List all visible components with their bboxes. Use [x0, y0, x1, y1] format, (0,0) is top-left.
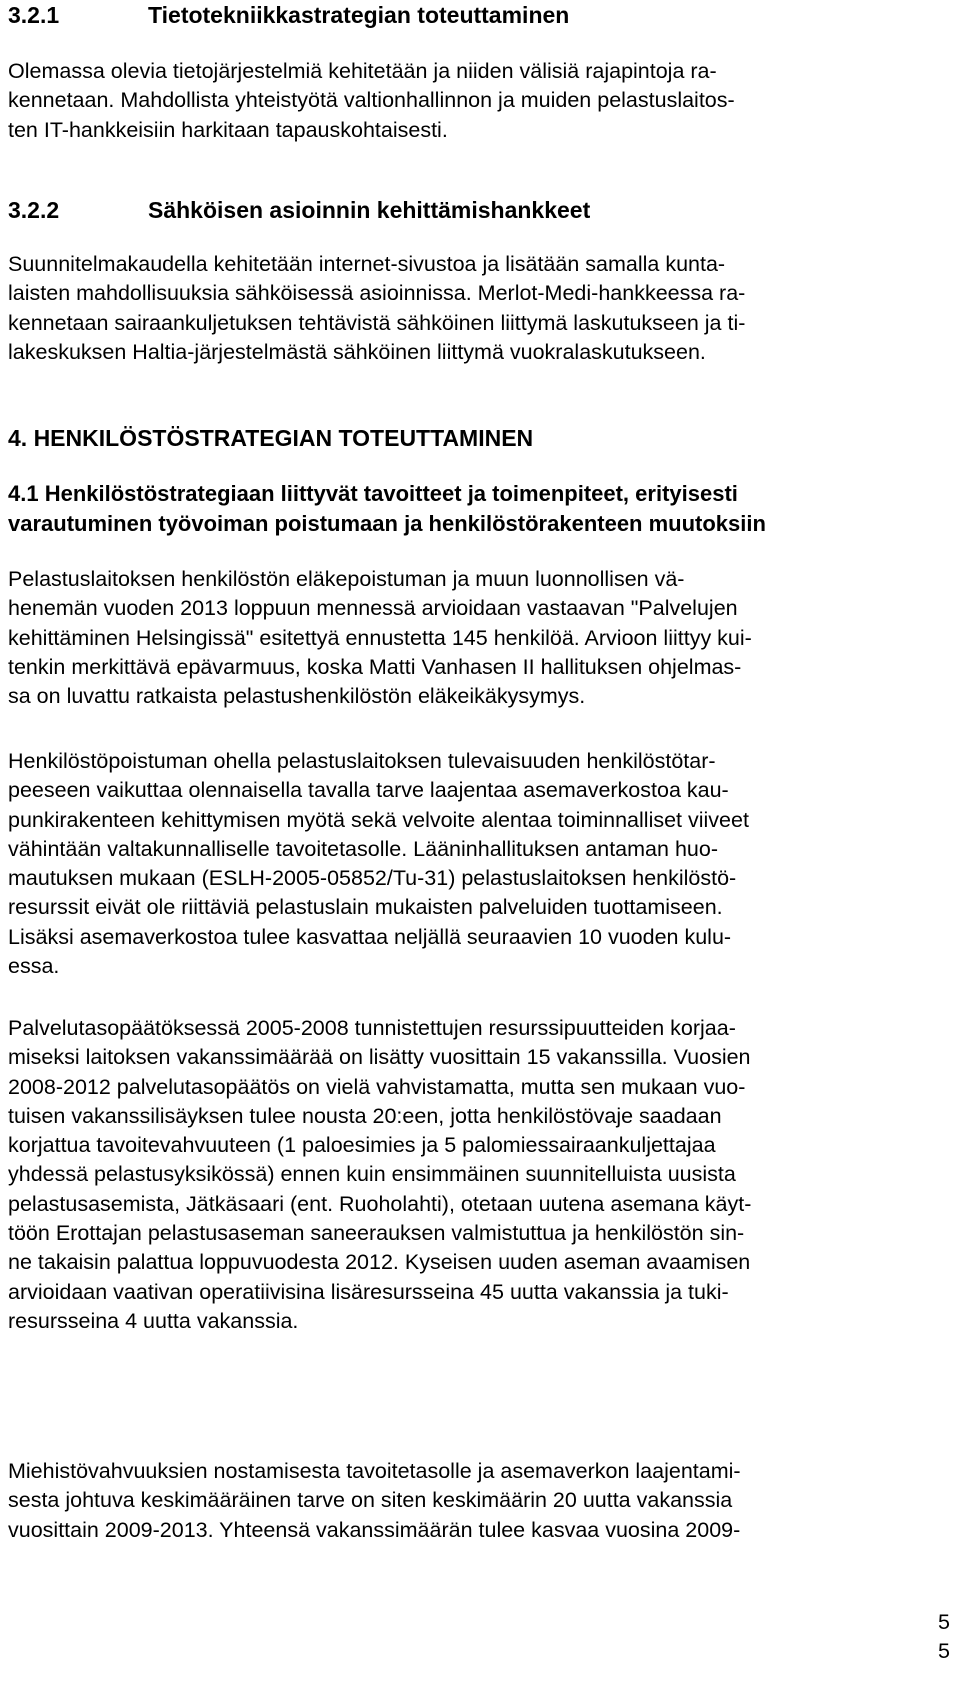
page-number-text: 5 — [938, 1610, 950, 1634]
section-heading-3-2-1 — [8, 0, 569, 30]
text-line: peeseen vaikuttaa olennaisella tavalla tarve laajentaa asemaverkostoa kau- — [8, 778, 729, 803]
text-line: vähintään valtakunnalliselle tavoitetasolle. Lääninhallituksen antaman huo- — [8, 836, 718, 861]
section-number: 3.2.2 — [8, 197, 60, 223]
text-line: vuosittain 2009-2013. Yhteensä vakanssimäärän tulee kasvaa vuosina 2009- — [8, 1517, 741, 1542]
text-line: kehittäminen Helsingissä" esitettyä ennustetta 145 henkilöä. Arvioon liittyy kui- — [8, 625, 752, 650]
text-line: Lisäksi asemaverkostoa tulee kasvattaa neljällä seuraavien 10 vuoden kulu- — [8, 924, 732, 949]
page-number — [938, 1608, 950, 1667]
text-line: essa. — [8, 954, 60, 979]
section-title: Tietotekniikkastrategian toteuttaminen — [148, 2, 570, 28]
section-heading-4-1 — [8, 479, 766, 539]
text-line: tenkin merkittävä epävarmuus, koska Matti Vanhasen II hallituksen ohjelmas- — [8, 654, 742, 679]
text-line: henemän vuoden 2013 loppuun mennessä arvioidaan vastaavan "Palvelujen — [8, 596, 738, 621]
text-line: laisten mahdollisuuksia sähköisessä asioinnissa. Merlot-Medi-hankkeessa ra- — [8, 281, 746, 306]
text-line: pelastusasemista, Jätkäsaari (ent. Ruoholahti), otetaan uutena asemana käyt- — [8, 1191, 752, 1216]
paragraph-4-1-2 — [8, 747, 749, 981]
text-line: 2008-2012 palvelutasopäätös on vielä vahvistamatta, mutta sen mukaan vuo- — [8, 1074, 746, 1099]
section-heading-3-2-2 — [8, 195, 590, 225]
heading-line: varautuminen työvoiman poistumaan ja henkilöstörakenteen muutoksiin — [8, 511, 766, 536]
text-line: töön Erottajan pelastusaseman saneerauksen valmistuttua ja henkilöstön sin- — [8, 1221, 745, 1246]
text-line: tuisen vakanssilisäyksen tulee nousta 20:een, jotta henkilöstövaje saadaan — [8, 1103, 722, 1128]
paragraph-4-1-4 — [8, 1457, 741, 1545]
text-line: resursseina 4 uutta vakanssia. — [8, 1308, 299, 1333]
paragraph-3-2-1 — [8, 57, 735, 145]
paragraph-4-1-3 — [8, 1014, 751, 1336]
paragraph-3-2-2 — [8, 250, 745, 367]
page-number-text: 5 — [938, 1639, 950, 1664]
text-line: kennetaan. Mahdollista yhteistyötä valtionhallinnon ja muiden pelastuslaitos- — [8, 88, 735, 113]
section-title: Sähköisen asioinnin kehittämishankkeet — [148, 197, 591, 223]
text-line: ten IT-hankkeisiin harkitaan tapauskohtaisesti. — [8, 117, 448, 142]
paragraph-4-1-1 — [8, 565, 752, 711]
text-line: Miehistövahvuuksien nostamisesta tavoitetasolle ja asemaverkon laajentami- — [8, 1459, 741, 1483]
text-line: lakeskuksen Haltia-järjestelmästä sähköinen liittymä vuokralaskutukseen. — [8, 339, 706, 364]
text-line: mautuksen mukaan (ESLH-2005-05852/Tu-31) pelastuslaitoksen henkilöstö- — [8, 866, 737, 891]
text-line: resurssit eivät ole riittäviä pelastuslain mukaisten palveluiden tuottamiseen. — [8, 895, 723, 920]
text-line: Henkilöstöpoistuman ohella pelastuslaitoksen tulevaisuuden henkilöstötar- — [8, 749, 716, 773]
text-line: yhdessä pelastusyksikössä) ennen kuin ensimmäinen suunnitelluista uusista — [8, 1162, 736, 1187]
text-line: Palvelutasopäätöksessä 2005-2008 tunnistettujen resurssipuutteiden korjaa- — [8, 1016, 736, 1040]
text-line: Pelastuslaitoksen henkilöstön eläkepoistuman ja muun luonnollisen vä- — [8, 567, 685, 591]
text-line: sesta johtuva keskimääräinen tarve on siten keskimäärin 20 uutta vakanssia — [8, 1488, 733, 1513]
section-number: 3.2.1 — [8, 2, 60, 28]
text-line: Suunnitelmakaudella kehitetään internet-sivustoa ja lisätään samalla kunta- — [8, 252, 726, 276]
text-line: kennetaan sairaankuljetuksen tehtävistä sähköinen liittymä laskutukseen ja ti- — [8, 310, 746, 335]
chapter-heading-4: 4. HENKILÖSTÖSTRATEGIAN TOTEUTTAMINEN — [8, 425, 534, 451]
text-line: Olemassa olevia tietojärjestelmiä kehitetään ja niiden välisiä rajapintoja ra- — [8, 59, 717, 83]
text-line: sa on luvattu ratkaista pelastushenkilöstön eläkeikäkysymys. — [8, 684, 586, 709]
heading-line: 4.1 Henkilöstöstrategiaan liittyvät tavoitteet ja toimenpiteet, erityisesti — [8, 481, 738, 506]
text-line: punkirakenteen kehittymisen myötä sekä velvoite alentaa toiminnalliset viiveet — [8, 807, 749, 832]
text-line: arvioidaan vaativan operatiivisina lisäresursseina 45 uutta vakanssia ja tuki- — [8, 1279, 729, 1304]
text-line: ne takaisin palattua loppuvuodesta 2012. Kyseisen uuden aseman avaamisen — [8, 1250, 751, 1275]
text-line: korjattua tavoitevahvuuteen (1 paloesimies ja 5 palomiessairaankuljettajaa — [8, 1133, 716, 1158]
text-line: miseksi laitoksen vakanssimäärää on lisätty vuosittain 15 vakanssilla. Vuosien — [8, 1045, 751, 1070]
